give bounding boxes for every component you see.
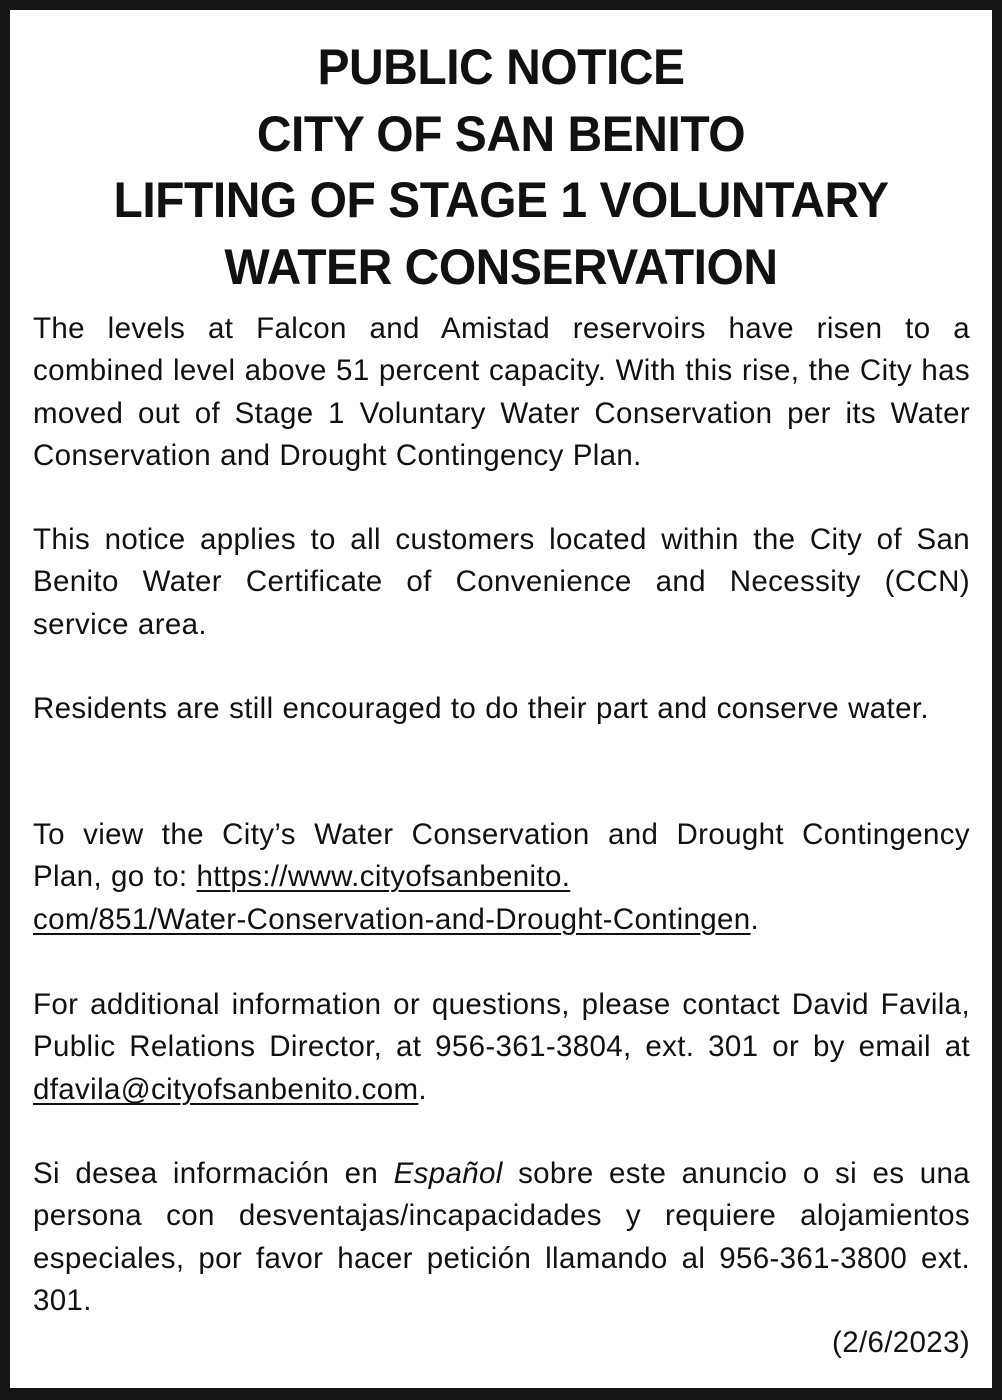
public-notice xyxy=(10,10,992,1388)
title-line-lifting-stage: LIFTING OF STAGE 1 VOLUNTARY xyxy=(113,172,889,228)
contact-text xyxy=(33,984,970,1111)
title-line-water-conservation: WATER CONSERVATION xyxy=(224,238,778,295)
plan-url-line1: https://www.cityofsanbenito. xyxy=(196,860,571,894)
paragraph-spanish xyxy=(33,1153,970,1322)
title-line-public-notice: PUBLIC NOTICE xyxy=(317,39,685,95)
encouragement-text: Residents are still encouraged to do their part and conserve water. xyxy=(33,692,929,725)
title-line-city: CITY OF SAN BENITO xyxy=(256,105,746,162)
notice-date: (2/6/2023) xyxy=(832,1326,970,1359)
plan-link-suffix: . xyxy=(750,902,760,936)
spanish-prefix: Si desea información en xyxy=(33,1157,394,1190)
spanish-suffix: sobre este anuncio o si es una persona con desventajas/incapacidades y requiere alojamientos especiales, por favor hacer petición llamando al 956-361-3800 ext. 301. xyxy=(33,1157,970,1317)
spanish-emphasis: Español xyxy=(393,1157,503,1190)
contact-prefix: For additional information or questions, please contact David Favila, Public Relations Director, at 956-361-3804, ext. 301 or by email at xyxy=(33,988,970,1064)
paragraph-contact xyxy=(33,984,970,1111)
applicability-text: This notice applies to all customers located within the City of San Benito Water Certificate of Convenience and Necessity (CCN) service area. xyxy=(33,523,970,641)
paragraph-applicability xyxy=(33,519,970,646)
paragraph-plan-link xyxy=(33,814,970,941)
plan-link-text xyxy=(33,814,970,941)
contact-suffix: . xyxy=(418,1072,427,1106)
notice-title xyxy=(30,34,973,300)
reservoir-levels-text: The levels at Falcon and Amistad reservoirs have risen to a combined level above 51 percent capacity. With this rise, the City has moved out of Stage 1 Voluntary Water Conservation per its Water Conservation and Drought Contingency Plan. xyxy=(33,312,970,472)
paragraph-reservoir-levels xyxy=(33,308,970,477)
email-link[interactable]: dfavila@cityofsanbenito.com xyxy=(33,1072,419,1106)
plan-link-prefix: To view the City’s Water Conservation and Drought Contingency Plan, go to: xyxy=(33,818,970,894)
plan-url-line2: com/851/Water-Conservation-and-Drought-Contingen xyxy=(33,902,751,936)
paragraph-encouragement xyxy=(33,688,970,730)
spanish-text xyxy=(33,1153,970,1322)
